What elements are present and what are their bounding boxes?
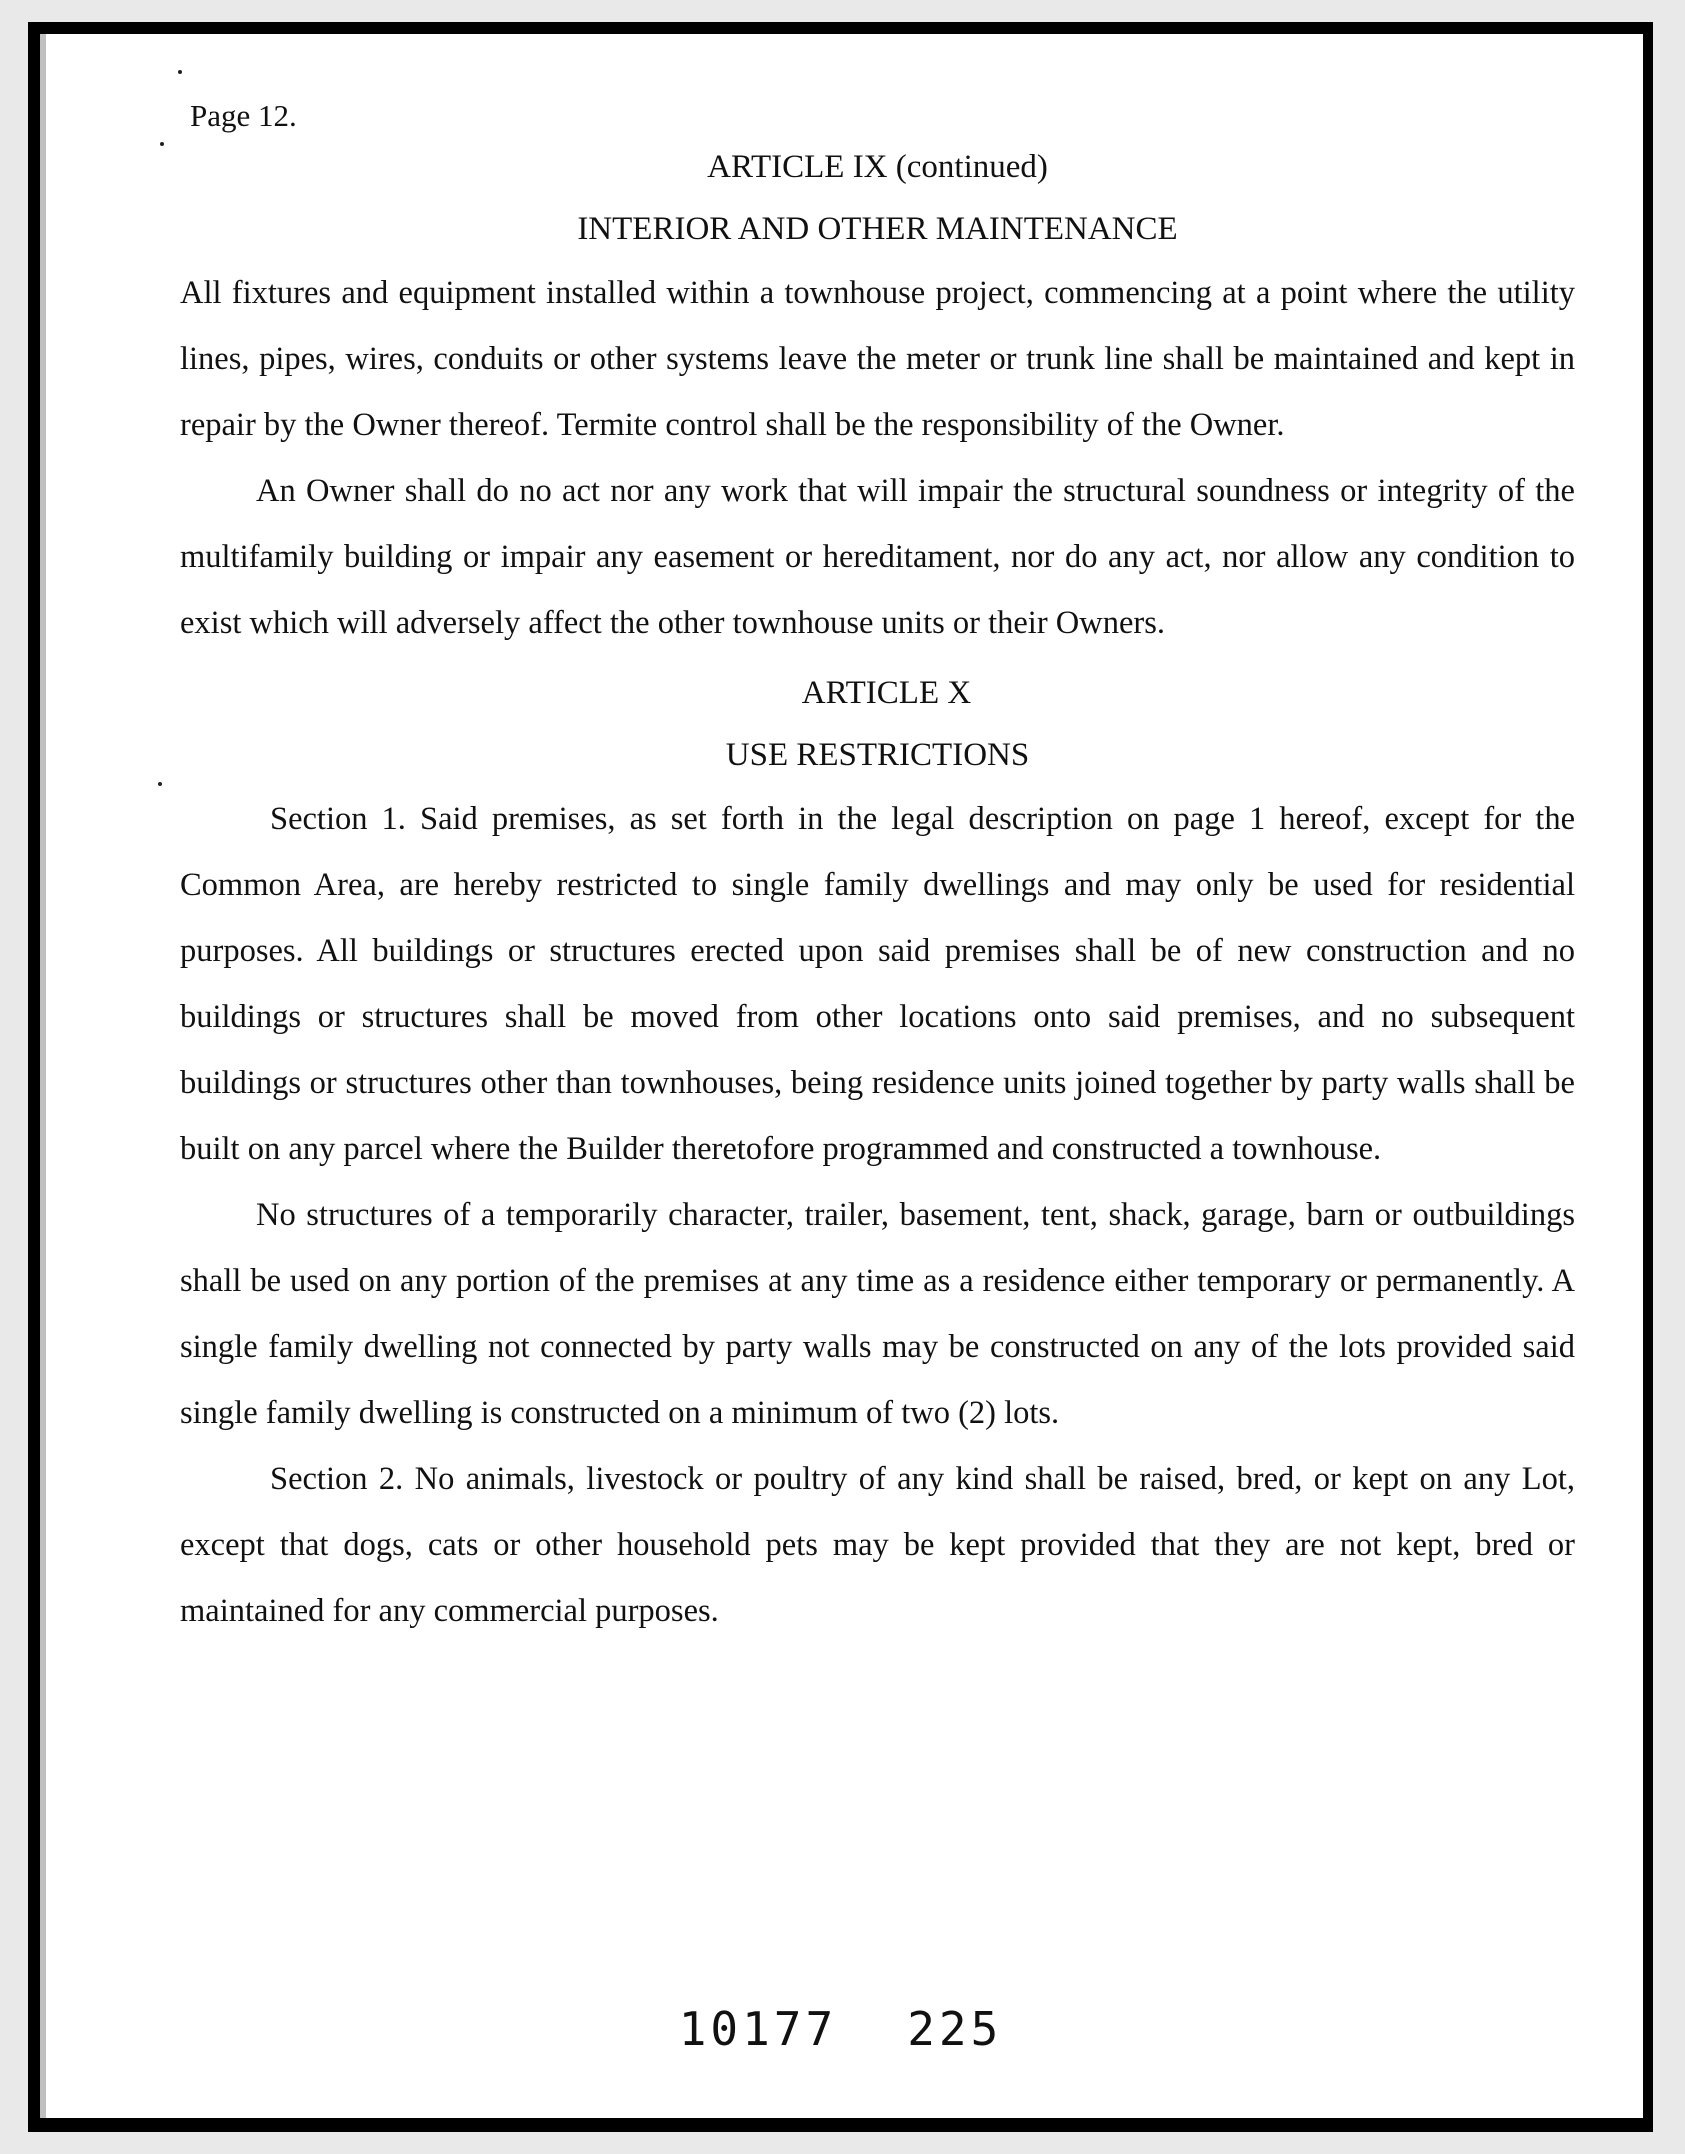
article-ix-paragraph-2: An Owner shall do no act nor any work that will impair the structural soundness or integrity of the multifamily building or impair any easement or hereditament, nor do any act, nor allow any condition to exist which will adversely affect the other townhouse units or their Owners. (180, 473, 1575, 641)
article-x-subtitle: USE RESTRICTIONS (725, 737, 1030, 773)
article-x-title: ARTICLE X (801, 675, 972, 711)
scan-speck (160, 142, 164, 146)
page-header: Page 12. (190, 98, 297, 133)
document-content (180, 92, 1575, 1644)
footer-number-right: 225 (907, 2002, 1003, 2056)
scan-speck (178, 70, 182, 74)
scan-edge-right (1643, 22, 1653, 2132)
article-x-section-1: Section 1. Said premises, as set forth in the legal description on page 1 hereof, except for the Common Area, are hereby restricted to single family dwellings and may only be used for residential purposes. All buildings or structures erected upon said premises shall be of new construction and no buildings or structures shall be moved from other locations onto said premises, and no subsequent buildings or structures other than townhouses, being residence units joined together by party walls shall be built on any parcel where the Builder theretofore programmed and constructed a townhouse. (180, 801, 1575, 1167)
article-x-paragraph-temporary-structures: No structures of a temporarily character, trailer, basement, tent, shack, garage, barn or outbuildings shall be used on any portion of the premises at any time as a residence either temporary or permanently. A single family dwelling not connected by party walls may be constructed on any of the lots provided said single family dwelling is constructed on a minimum of two (2) lots. (180, 1197, 1575, 1431)
footer-number-left: 10177 (678, 2002, 838, 2056)
article-ix-title: ARTICLE IX (continued) (707, 149, 1048, 185)
scan-edge-left (28, 22, 46, 2132)
article-ix-paragraph-1: All fixtures and equipment installed within a townhouse project, commencing at a point where the utility lines, pipes, wires, conduits or other systems leave the meter or trunk line shall be maintained and kept in repair by the Owner thereof. Termite control shall be the responsibility of the Owner. (180, 275, 1575, 443)
document-page (28, 22, 1653, 2132)
scan-speck (158, 782, 162, 786)
scan-edge-bottom (28, 2118, 1653, 2132)
scan-edge-top (28, 22, 1653, 34)
document-footer-numbers (28, 2002, 1653, 2056)
article-ix-subtitle: INTERIOR AND OTHER MAINTENANCE (577, 211, 1178, 247)
article-x-section-2: Section 2. No animals, livestock or poultry of any kind shall be raised, bred, or kept on any Lot, except that dogs, cats or other household pets may be kept provided that they are not kept, bred or maintained for any commercial purposes. (180, 1461, 1575, 1629)
